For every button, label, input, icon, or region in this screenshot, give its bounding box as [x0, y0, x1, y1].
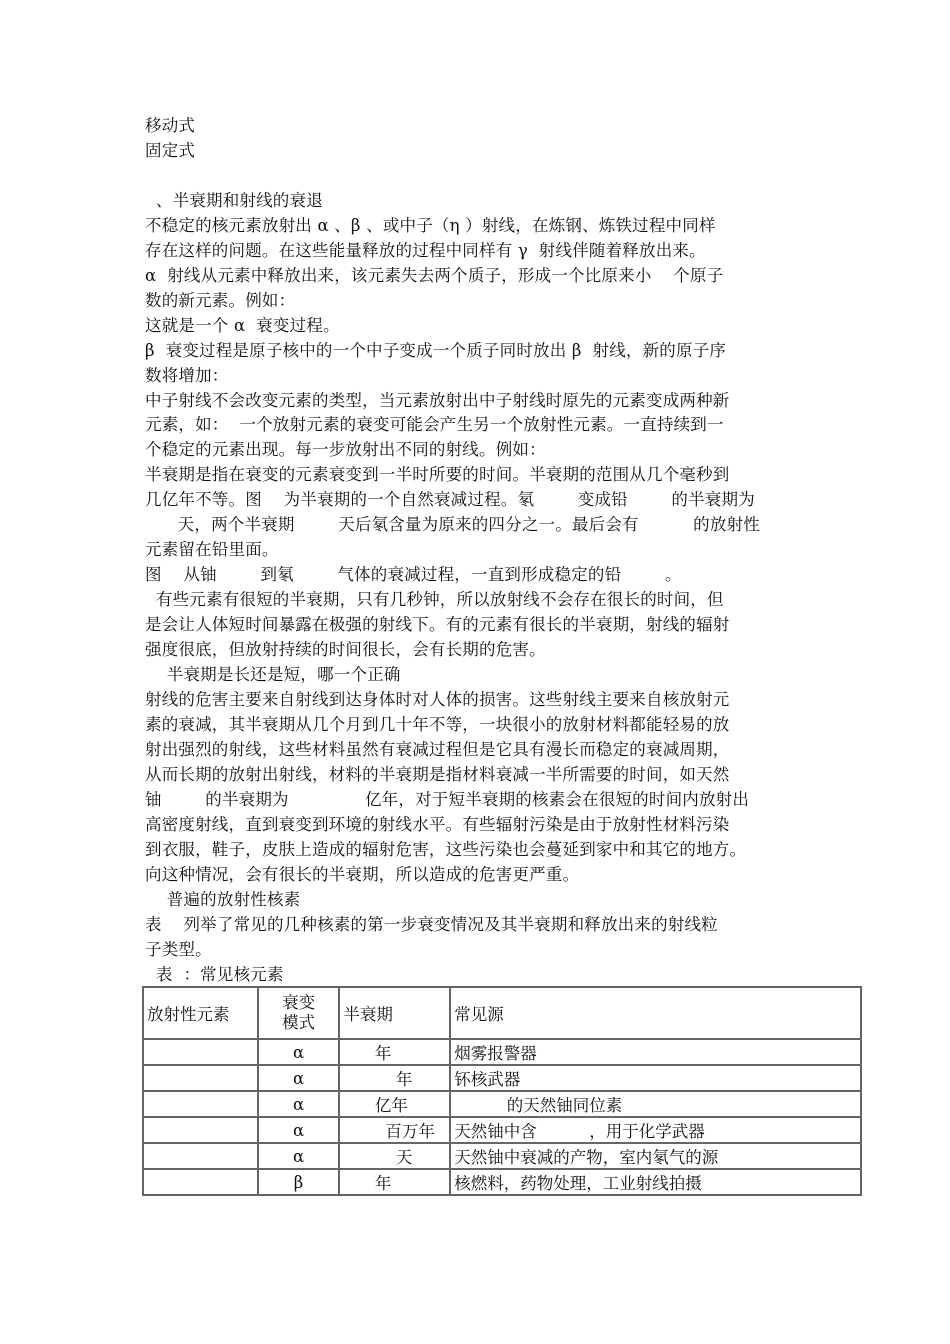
- cell-common-source: 天然铀中衰减的产物，室内氡气的源: [450, 1143, 861, 1169]
- text-line: 表 列举了常见的几种核素的第一步衰变情况及其半衰期和释放出来的射线粒: [145, 915, 718, 934]
- text-line: 高密度射线，直到衰变到环境的射线水平。有些辐射污染是由于放射性材料污染: [145, 815, 730, 834]
- text-line: 元素，如： 一个放射元素的衰变可能会产生另一个放射性元素。一直持续到一: [145, 415, 724, 434]
- text-line: 天，两个半衰期 天后氡含量为原来的四分之一。最后会有 的放射性: [145, 515, 760, 534]
- text-line: 有些元素有很短的半衰期，只有几秒钟，所以放射线不会存在很长的时间，但: [145, 590, 724, 609]
- cell-common-source: 的天然铀同位素: [450, 1091, 861, 1117]
- cell-decay-mode: α: [258, 1117, 340, 1143]
- cell-half-life: 年: [339, 1039, 450, 1065]
- text-line: 个稳定的元素出现。每一步放射出不同的射线。例如：: [145, 440, 546, 459]
- text-line: 到衣服，鞋子，皮肤上造成的辐射危害，这些污染也会蔓延到家中和其它的地方。: [145, 840, 747, 859]
- text-line: 射线的危害主要来自射线到达身体时对人体的损害。这些射线主要来自核放射元: [145, 690, 730, 709]
- nuclide-table: [142, 986, 862, 1196]
- cell-half-life: 天: [339, 1143, 450, 1169]
- table-row: [143, 1091, 861, 1117]
- text-line: 子类型。: [145, 940, 212, 959]
- table-row: [143, 1169, 861, 1195]
- table-row: [143, 1065, 861, 1091]
- text-line: β 衰变过程是原子核中的一个中子变成一个质子同时放出 β 射线，新的原子序: [145, 341, 727, 360]
- text-line: 半衰期是长还是短，哪一个正确: [145, 665, 401, 684]
- cell-element: [143, 1065, 258, 1091]
- text-line: 不稳定的核元素放射出 α 、β 、或中子（η ）射线，在炼钢、炼铁过程中同样: [145, 216, 716, 235]
- text-line: 铀 的半衰期为 亿年，对于短半衰期的核素会在很短的时间内放射出: [145, 790, 750, 809]
- table-row: [143, 1143, 861, 1169]
- text-line: 几亿年不等。图 为半衰期的一个自然衰减过程。氡 变成铅 的半衰期为: [145, 490, 755, 509]
- table-row: [143, 1117, 861, 1143]
- cell-half-life: 百万年: [339, 1117, 450, 1143]
- text-line: 从而长期的放射出射线，材料的半衰期是指材料衰减一半所需要的时间，如天然: [145, 765, 730, 784]
- text-line: 图 从铀 到氡 气体的衰减过程，一直到形成稳定的铅 。: [145, 565, 682, 584]
- cell-half-life: 亿年: [339, 1091, 450, 1117]
- cell-element: [143, 1039, 258, 1065]
- text-line: 强度很底，但放射持续的时间很长，会有长期的危害。: [145, 640, 546, 659]
- header-common-source: 常见源: [450, 987, 861, 1039]
- text-line: 普遍的放射性核素: [145, 890, 301, 909]
- text-line: 半衰期是指在衰变的元素衰变到一半时所要的时间。半衰期的范围从几个毫秒到: [145, 465, 730, 484]
- header-decay-mode: 衰变 模式: [258, 987, 340, 1039]
- text-line: 素的衰减，其半衰期从几个月到几十年不等，一块很小的放射材料都能轻易的放: [145, 715, 730, 734]
- text-line: 中子射线不会改变元素的类型，当元素放射出中子射线时原先的元素变成两种新: [145, 391, 730, 410]
- table-row: [143, 1039, 861, 1065]
- cell-common-source: 烟雾报警器: [450, 1039, 861, 1065]
- cell-decay-mode: α: [258, 1039, 340, 1065]
- cell-decay-mode: β: [258, 1169, 340, 1195]
- cell-common-source: 天然铀中含 ，用于化学武器: [450, 1117, 861, 1143]
- cell-half-life: 年: [339, 1065, 450, 1091]
- cell-element: [143, 1091, 258, 1117]
- text-line: 这就是一个 α 衰变过程。: [145, 316, 340, 335]
- cell-element: [143, 1117, 258, 1143]
- header-half-life: 半衰期: [339, 987, 450, 1039]
- text-line: 固定式: [145, 141, 196, 160]
- cell-half-life: 年: [339, 1169, 450, 1195]
- text-line: 向这种情况，会有很长的半衰期，所以造成的危害更严重。: [145, 865, 580, 884]
- header-element: 放射性元素: [143, 987, 258, 1039]
- text-line: 移动式: [145, 116, 196, 135]
- text-line: α 射线从元素中释放出来，该元素失去两个质子，形成一个比原来小 个原子: [145, 266, 724, 285]
- cell-common-source: 钚核武器: [450, 1065, 861, 1091]
- text-line: 存在这样的问题。在这些能量释放的过程中同样有 γ 射线伴随着释放出来。: [145, 241, 706, 260]
- cell-element: [143, 1169, 258, 1195]
- text-line: 数的新元素。例如：: [145, 291, 296, 310]
- cell-common-source: 核燃料，药物处理，工业射线拍摄: [450, 1169, 861, 1195]
- table-header-row: [143, 987, 861, 1039]
- text-line: 、半衰期和射线的衰退: [145, 191, 323, 210]
- text-line: 射出强烈的射线，这些材料虽然有衰减过程但是它具有漫长而稳定的衰减周期，: [145, 740, 730, 759]
- cell-element: [143, 1143, 258, 1169]
- text-line: 数将增加：: [145, 366, 229, 385]
- cell-decay-mode: α: [258, 1143, 340, 1169]
- cell-decay-mode: α: [258, 1065, 340, 1091]
- cell-decay-mode: α: [258, 1091, 340, 1117]
- text-line: 表 ：常见核元素: [145, 965, 284, 984]
- text-line: 元素留在铅里面。: [145, 540, 279, 559]
- text-line: 是会让人体短时间暴露在极强的射线下。有的元素有很长的半衰期，射线的辐射: [145, 615, 730, 634]
